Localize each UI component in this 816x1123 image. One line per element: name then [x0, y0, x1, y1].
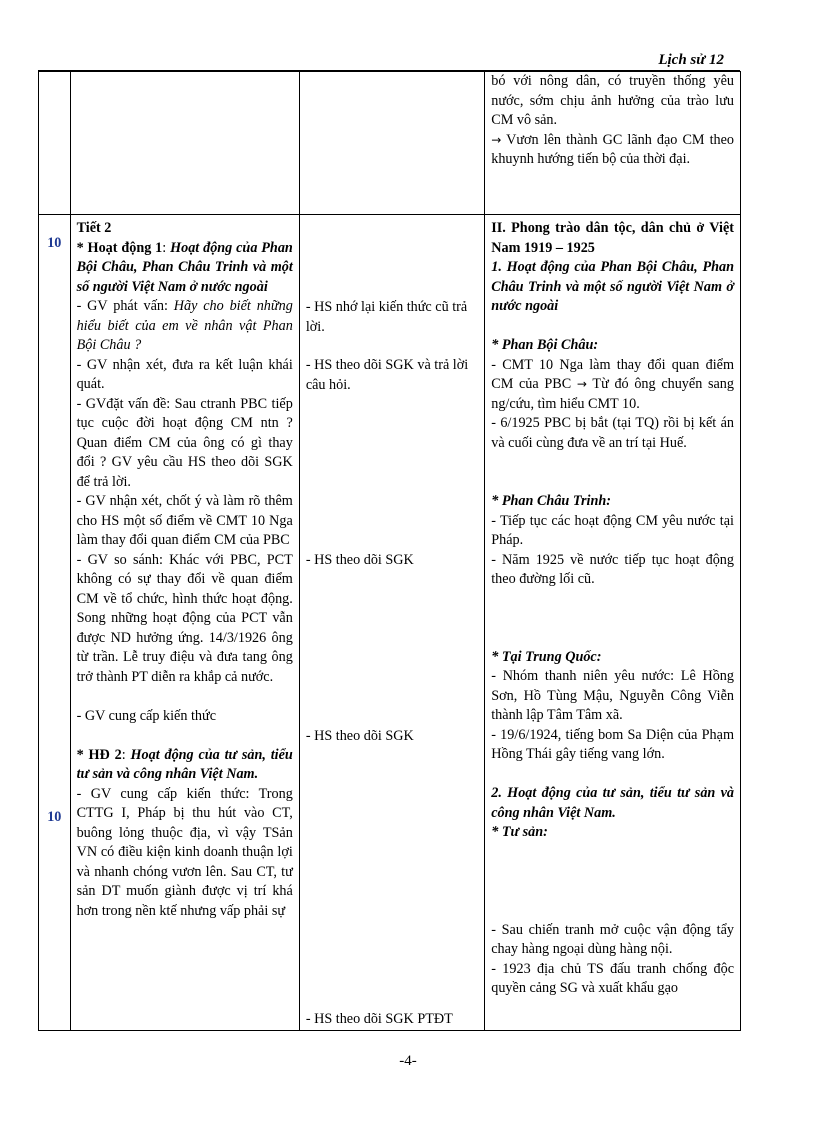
time-value: 10	[47, 235, 62, 251]
student-step: - HS nhớ lại kiến thức cũ trả lời.	[305, 299, 468, 335]
time-value: 10	[47, 808, 62, 825]
arrow-right-icon: →	[491, 132, 502, 147]
activity-label: * Hoạt động 1	[76, 239, 163, 256]
student-activity-cell	[299, 215, 484, 1031]
lesson-period: Tiết 2	[76, 220, 112, 236]
content-text: - Nhóm thanh niên yêu nước: Lê Hồng Sơn, Hồ Tùng Mậu, Nguyễn Công Viễn thành lập Tâm Tâm xã.	[491, 668, 734, 723]
content-text: - Tiếp tục các hoạt động CM yêu nước tại Pháp.	[491, 512, 734, 548]
student-activity-cell	[299, 72, 484, 215]
lesson-plan-table	[38, 71, 741, 1031]
content-text: bó với nông dân, có truyền thống yêu nước, sớm chịu ảnh hưởng của trào lưu CM vô sản.	[491, 73, 734, 128]
content-text: - Năm 1925 về nước tiếp tục hoạt động theo đường lối cũ.	[491, 551, 734, 587]
teacher-step: - GV phát vấn:	[76, 298, 174, 314]
section-title: II. Phong trào dân tộc, dân chủ ở Việt Nam 1919 – 1925	[491, 220, 734, 256]
page-header-subject: Lịch sử 12	[658, 52, 724, 68]
topic-heading: * Phan Bội Châu:	[491, 337, 599, 353]
activity-label: * HĐ 2	[76, 746, 122, 763]
activity-title: Hoạt động của Phan Bội Châu, Phan Châu Trinh và một số người Việt Nam ở nước ngoài	[76, 239, 293, 295]
activity-title: Hoạt động của tư sản, tiểu tư sản và công nhân Việt Nam.	[76, 746, 293, 782]
content-text: - 6/1925 PBC bị bắt (tại TQ) rồi bị kết án và cuối cùng đưa về an trí tại Huế.	[491, 415, 734, 451]
teacher-activity-cell	[70, 72, 299, 215]
student-step: - HS theo dõi SGK và trả lời câu hỏi.	[305, 357, 469, 393]
content-text: - Sau chiến tranh mở cuộc vận động tẩy chay hàng ngoại dùng hàng nội.	[491, 921, 734, 957]
student-step: - HS theo dõi SGK	[305, 727, 414, 744]
teacher-step: - GV nhận xét, đưa ra kết luận khái quát.	[76, 356, 293, 392]
content-text: - CMT 10 Nga làm thay đổi quan điểm CM của PBC	[491, 356, 734, 392]
topic-heading: * Tại Trung Quốc:	[491, 648, 602, 665]
content-text: - 19/6/1924, tiếng bom Sa Diện của Phạm Hồng Thái gây tiếng vang lớn.	[491, 726, 734, 762]
time-cell	[39, 72, 71, 215]
teacher-step: - GVđặt vấn đề: Sau ctranh PBC tiếp tục cuộc đời hoạt động CM ntn ? Quan điểm CM của ông có gì thay đổi ? GV yêu cầu HS theo dõi SGK để trả lời.	[76, 395, 293, 490]
student-step: - HS theo dõi SGK PTĐT	[305, 1011, 453, 1027]
teacher-step: - GV cung cấp kiến thức: Trong CTTG I, Pháp bị thu hút vào CT, buông lỏng thuộc địa, vì vậy TSản VN có điều kiện kinh doanh thuận lợi và nhanh chóng vươn lên. Sau CT, tư sản DT muốn giành được vị trí khá hơn trong nền ktế nhưng vấp phải sự	[76, 785, 293, 919]
topic-heading: * Tư sản:	[491, 824, 548, 840]
subsection-title: 2. Hoạt động của tư sản, tiểu tư sản và công nhân Việt Nam.	[491, 785, 734, 821]
teacher-step: - GV cung cấp kiến thức	[76, 707, 216, 724]
arrow-right-icon: →	[576, 377, 587, 391]
page-number: -4-	[399, 1053, 417, 1069]
content-cell	[485, 72, 741, 215]
content-cell	[485, 215, 741, 1031]
time-cell	[39, 215, 71, 1031]
table-row	[39, 215, 741, 1031]
table-row	[39, 72, 741, 215]
subsection-title: 1. Hoạt động của Phan Bội Châu, Phan Châu Trinh và một số người Việt Nam ở nước ngoài	[491, 259, 734, 314]
teacher-step: - GV nhận xét, chốt ý và làm rõ thêm cho HS một số điểm về CMT 10 Nga làm thay đổi quan điểm CM của PBC	[76, 493, 293, 548]
teacher-activity-cell: Tiết 2 * Hoạt động 1: Hoạt động của Phan Bội Châu, Phan Châu Trinh và một số người Việt Nam ở nước ngoài - GV phát vấn: Hãy cho biết những hiểu biết của em về nhân vật Phan Bội Châu ? - GV nhận xét, đưa ra kết luận khái quát. - GVđặt vấn đề: Sau ctranh PBC tiếp tục cuộc đời hoạt động CM ntn ? Quan điểm CM của ông có gì thay đổi ? GV yêu cầu HS theo dõi SGK để trả lời. - GV nhận xét, chốt ý và làm rõ thêm cho HS một số điểm về CMT 10 Nga làm thay đổi quan điểm CM của PBC - GV so sánh: Khác với PBC, PCT không có sự thay đổi về quan điểm CM về tổ chức, hình thức hoạt động. Song những hoạt động của PCT vẫn được ND hưởng ứng. 14/3/1926 ông từ trần. Lễ truy điệu và đưa tang ông trở thành PT diễn ra khắp cả nước. - GV cung cấp kiến thức * HĐ 2: Hoạt động của tư sản, tiểu tư sản và công nhân Việt Nam. - GV cung cấp kiến thức: Trong CTTG I, Pháp bị thu hút vào CT, buông lỏng thuộc địa, vì vậy TSản VN có điều kiện kinh doanh thuận lợi và nhanh chóng vươn lên. Sau CT, tư sản DT muốn giành được vị trí khá hơn trong nền ktế nhưng vấp phải sự	[70, 215, 299, 1031]
teacher-question: Hãy cho biết những hiểu biết của em về nhân vật Phan Bội Châu ?	[76, 298, 293, 353]
student-step: - HS theo dõi SGK	[305, 552, 414, 568]
content-text: Vươn lên thành GC lãnh đạo CM theo khuynh hướng tiến bộ của thời đại.	[491, 131, 735, 167]
teacher-step: - GV so sánh: Khác với PBC, PCT không có sự thay đổi về quan điểm CM về tổ chức, hình thức hoạt động. Song những hoạt động của PCT vẫn được ND hưởng ứng. 14/3/1926 ông từ trần. Lễ truy điệu và đưa tang ông trở thành PT diễn ra khắp cả nước.	[76, 551, 293, 685]
topic-heading: * Phan Châu Trinh:	[491, 493, 611, 509]
content-text: Từ đó ông chuyển sang ng/cứu, tìm hiểu CMT 10.	[491, 376, 734, 412]
content-text: - 1923 địa chủ TS đấu tranh chống độc quyền cảng SG và xuất khẩu gạo	[491, 960, 734, 996]
